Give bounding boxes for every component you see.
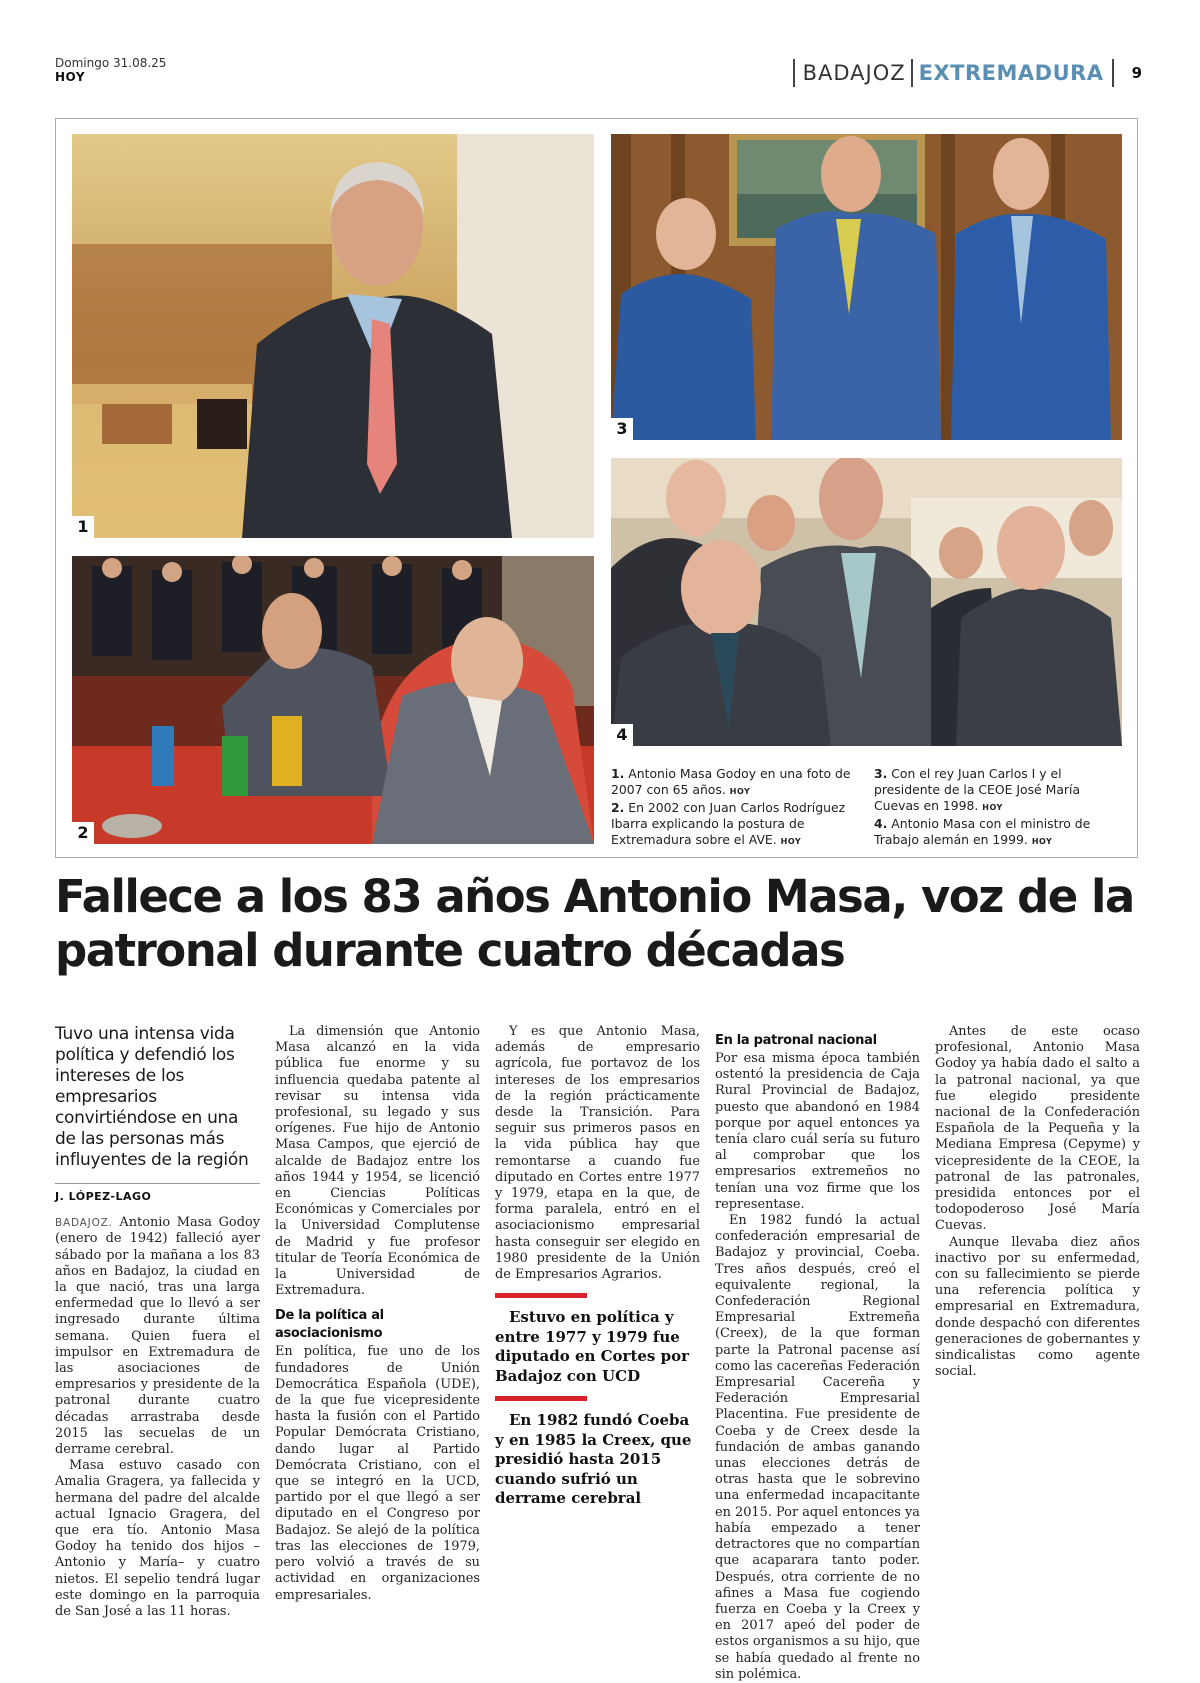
issue-date-block: [55, 56, 166, 84]
pull-quote-text: En 1982 fundó Coeba y en 1985 la Creex, que presidió hasta 2015 cuando sufrió un derrame cerebral: [495, 1411, 692, 1508]
headline: Fallece a los 83 años Antonio Masa, voz de la patronal durante cuatro décadas: [55, 870, 1134, 977]
captions-left: [611, 766, 859, 850]
photo-3-with-king: [611, 134, 1122, 440]
caption-2: 2. En 2002 con Juan Carlos Rodríguez Ibarra explicando la postura de Extremadura sobre el AVE. HOY: [611, 800, 846, 847]
caption-1: 1. Antonio Masa Godoy en una foto de 2007 con 65 años. HOY: [611, 766, 851, 797]
photo-credit: HOY: [1031, 837, 1053, 846]
subhead-politica: De la política al asociacionismo: [275, 1308, 384, 1342]
page-number: 9: [1131, 64, 1142, 82]
body-paragraph: Y es que Antonio Masa, además de empresario agrícola, fue portavoz de los intereses de los empresarios de la región prácticamente desde la Transición. Para seguir sus primeros pasos en la vida pública hay que remontarse a cuando fue diputado en Cortes entre 1977 y 1979, etapa en la que, de forma paralela, entró en el asociacionismo empresarial hasta conseguir ser elegido en 1980 presidente de la Unión de Empresarios Agrarios.: [495, 1024, 700, 1283]
issue-date: Domingo 31.08.25: [55, 56, 167, 70]
section-city: BADAJOZ: [802, 61, 906, 85]
body-paragraph: La dimensión que Antonio Masa alcanzó en la vida pública fue enorme y su influencia quedaba patente al revisar su intensa vida profesional, su legado y sus orígenes. Fue hijo de Antonio Masa Campos, que ejerció de alcalde de Badajoz entre los años 1944 y 1954, se licenció en Ciencias Políticas Económicas y Comerciales por la Universidad Complutense de Madrid y fue profesor titular de Teoría Económica de la Universidad de Extremadura.: [275, 1024, 480, 1299]
pull-quote-2: [495, 1396, 700, 1509]
body-paragraph: Aunque llevaba diez años inactivo por su enfermedad, con su fallecimiento se pierde una referencia política y empresarial en Extremadura, donde despachó con diferentes generaciones de gobernantes y sindicalistas como agente social.: [935, 1234, 1140, 1380]
lede: Tuvo una intensa vida política y defendió los intereses de los empresarios convirtiéndose en una de las personas más influyentes de la región: [55, 1024, 249, 1170]
caption-3: 3. Con el rey Juan Carlos I y el presidente de la CEOE José María Cuevas en 1998. HOY: [874, 766, 1081, 813]
captions-right: [874, 766, 1126, 850]
article-column-2: [275, 1024, 480, 1604]
dateline: BADAJOZ.: [55, 1217, 113, 1230]
photo-4-with-minister: [611, 458, 1122, 746]
pull-quote-bar: [495, 1293, 587, 1298]
pull-quote-text: Estuvo en política y entre 1977 y 1979 fue diputado en Cortes por Badajoz con UCD: [495, 1308, 689, 1385]
article-column-3: [495, 1024, 700, 1517]
photo-3-number: 3: [611, 418, 633, 440]
body-paragraph: BADAJOZ. Antonio Masa Godoy (enero de 1942) falleció ayer sábado por la mañana a los 83 años en Badajoz, la ciudad en la que nació, tras una larga enfermedad que lo llevó a ser ingresado durante última semana. Quien fuera el impulsor en Extremadura de las asociaciones de empresarios y presidente de la patronal durante cuatro décadas arrastraba desde 2015 las secuelas de un derrame cerebral.: [55, 1215, 260, 1458]
body-paragraph: En 1982 fundó la actual confederación empresarial de Badajoz y provincial, Coeba. Tres años después, creó el equivalente regional, la Confederación Regional Empresarial Extremeña (Creex), de la que forman parte la Patronal pacense así como las cacereñas Federación Empresarial Cacereña y Federación Empresarial Placentina. Fue presidente de Coeba y de Creex desde la fundación de ambas ganando unas elecciones detrás de otras hasta que le sobrevino una enfermedad incapacitante en 2015. Por aquel entonces ya había empezado a tener detractores que no compartían que acaparara tanto poder. Después, otra corriente de no afines a Masa fue cogiendo fuerza en Coeba y la Creex y en 2017 apeó del poder de estos organismos a su hijo, que se había quedado al frente no sin polémica.: [715, 1213, 920, 1682]
photo-credit: HOY: [780, 837, 802, 846]
paper-name: HOY: [55, 70, 86, 84]
photo-2-number: 2: [72, 822, 94, 844]
byline-rule: [55, 1183, 260, 1184]
photo-1-number: 1: [72, 516, 94, 538]
caption-4: 4. Antonio Masa con el ministro de Trabajo alemán en 1999. HOY: [874, 816, 1091, 847]
subhead-patronal: En la patronal nacional: [715, 1033, 877, 1048]
section-region: EXTREMADURA: [918, 61, 1104, 85]
article-column-1: [55, 1024, 260, 1620]
body-paragraph: Masa estuvo casado con Amalia Gragera, ya fallecida y hermana del padre del alcalde actual Ignacio Gragera, del que era tío. Antonio Masa Godoy ha tenido dos hijos –Antonio y María– y cuatro nietos. El sepelio tendrá lugar este domingo en la parroquia de San José a las 11 horas.: [55, 1458, 260, 1620]
article-column-5: [935, 1024, 1140, 1380]
section-header: [793, 58, 1142, 88]
article-column-4: [715, 1024, 920, 1683]
photo-2-press-conference: [72, 556, 594, 844]
photo-4-number: 4: [611, 724, 633, 746]
byline: J. LÓPEZ-LAGO: [55, 1190, 152, 1203]
photo-credit: HOY: [982, 803, 1003, 812]
pull-quote-bar: [495, 1396, 587, 1401]
body-paragraph: Antes de este ocaso profesional, Antonio Masa Godoy ya había dado el salto a la patronal nacional, ya que fue elegido presidente nacional de la Confederación Española de la Pequeña y la Mediana Empresa (Cepyme) y vicepresidente de la CEOE, la patronal de las patronales, presidida entonces por el todopoderoso José María Cuevas.: [935, 1024, 1140, 1234]
body-paragraph: Por esa misma época también ostentó la presidencia de Caja Rural Provincial de Badajoz, puesto que abandonó en 1984 porque por aquel entonces ya tenía claro cuál sería su futuro al comprobar que los empresarios extremeños no tenían una voz firme que los representase.: [715, 1051, 920, 1212]
pull-quote-1: [495, 1293, 700, 1386]
body-paragraph: En política, fue uno de los fundadores de Unión Democrática Española (UDE), de la que fue vicepresidente hasta la fusión con el Partido Popular Demócrata Cristiano, dando lugar al Partido Demócrata Cristiano, con el que se integró en la UCD, partido por el que llegó a ser diputado en el Congreso por Badajoz. Se alejó de la política tras las elecciones de 1979, pero volvió a través de su actividad en organizaciones empresariales.: [275, 1344, 480, 1603]
photo-credit: HOY: [729, 787, 751, 796]
photo-1-portrait: [72, 134, 594, 538]
